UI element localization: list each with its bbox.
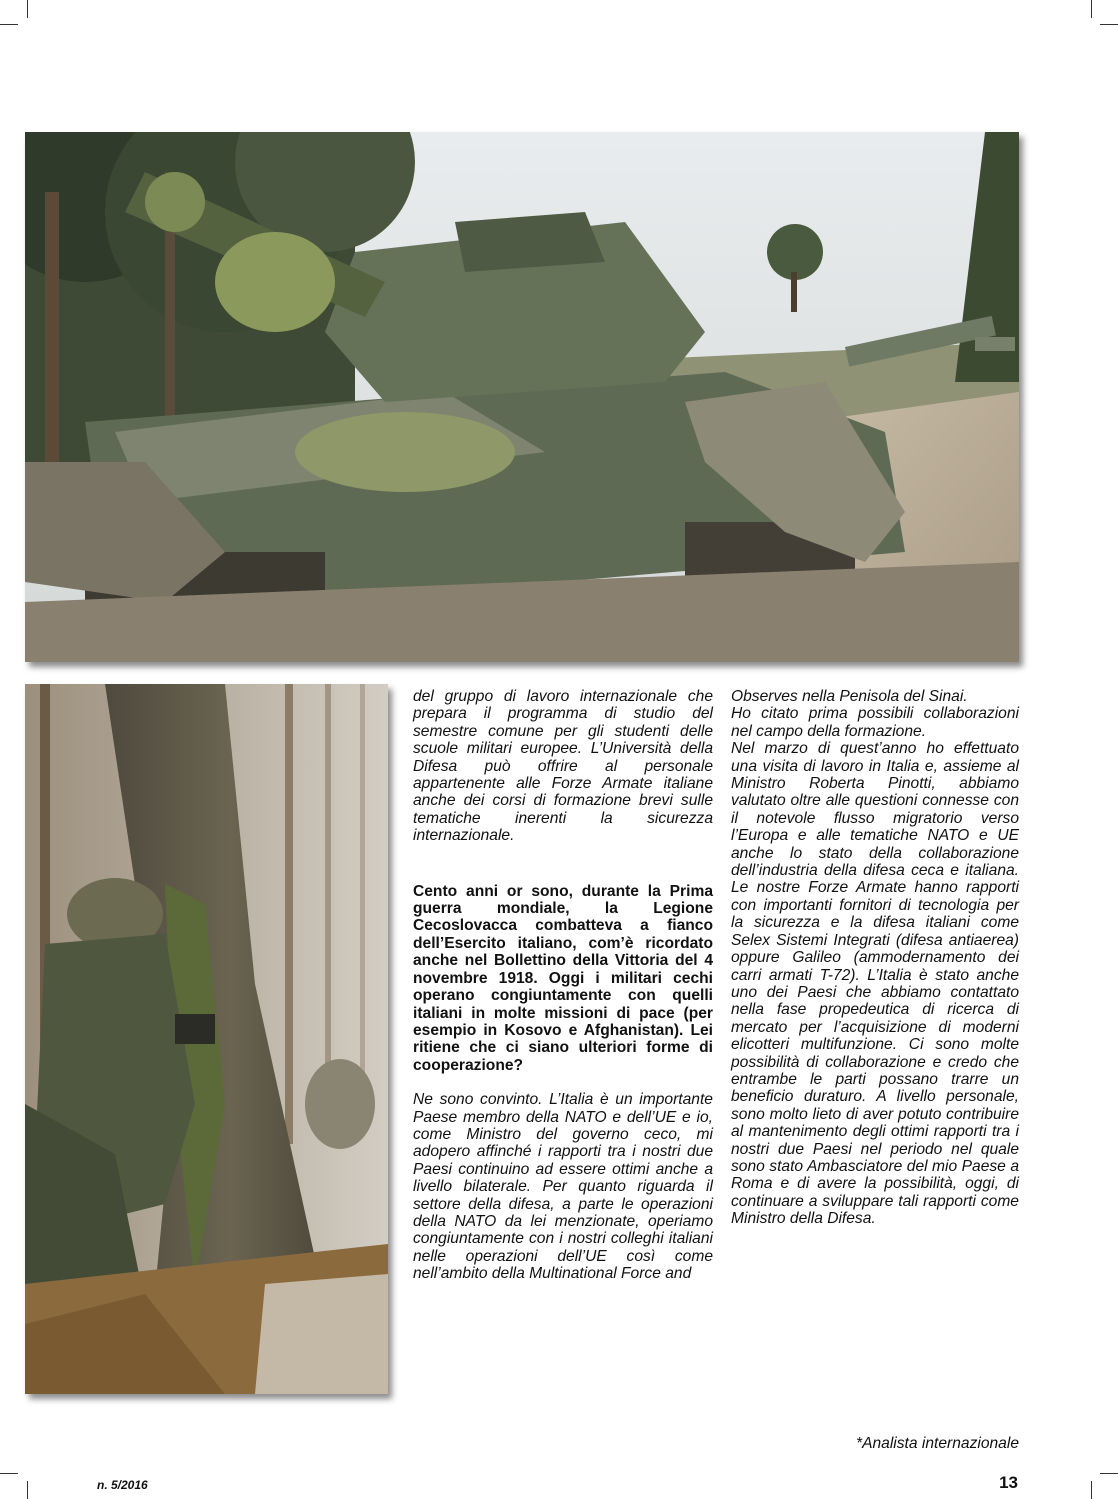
answer-paragraph-1: Observes nella Penisola del Sinai.	[731, 688, 968, 705]
article-column-1	[413, 688, 713, 1283]
crop-mark	[27, 1481, 28, 1499]
page-number: 13	[999, 1473, 1018, 1492]
answer-paragraph-3: Nel marzo di quest’anno ho effettuato una visita di lavoro in Italia e, assieme al Ministro Roberta Pinotti, abbiamo valutato oltre alle questioni connesse con il notevole flusso migratorio verso l’Europa e alle tematiche NATO e UE anche lo stato della collaborazione dell’industria della difesa ceca e italiana. Le nostre Forze Armate hanno rapporti con importanti fornitori di tecnologia per la sicurezza e la difesa italiani come Selex Sistemi Integrati (difesa antiaerea) oppure Galileo (ammodernamento dei carri armati T-72). L’Italia è stato anche uno dei Paesi che abbiamo contattato nella fase propedeutica di ricerca di mercato per l’acquisizione di moderni elicotteri multifunzione. Ci sono molte possibilità di collaborazione e credo che entrambe le parti possano trarre un beneficio duraturo. A livello personale, sono molto lieto di aver potuto contribuire al mantenimento degli ottimi rapporti tra i nostri due Paesi nel periodo nel quale sono stato Ambasciatore del mio Paese a Roma e di avere la possibilità, oggi, di continuare a sviluppare tali rapporti come Ministro della Difesa.	[731, 740, 1019, 1228]
crop-mark	[1100, 1473, 1118, 1474]
interview-question: Cento anni or sono, durante la Prima guerra mondiale, la Legione Cecoslovacca combatteva a fianco dell’Esercito italiano, com’è ricordato anche nel Bollettino della Vittoria del 4 novembre 1918. Oggi i militari cechi operano congiuntamente con quelli italiani in molte missioni di pace (per esempio in Kosovo e Afghanistan). Lei ritiene che ci siano ulteriori forme di cooperazione?	[413, 882, 713, 1074]
issue-number: n. 5/2016	[97, 1478, 148, 1492]
soldier-photo	[25, 684, 388, 1394]
crop-mark	[1091, 1481, 1092, 1499]
crop-mark	[27, 0, 28, 18]
intro-paragraph: del gruppo di lavoro internazionale che prepara il programma di studio del semestre comune per gli studenti delle scuole militari europee. L’Università della Difesa può offrire al personale appartenente alle Forze Armate italiane anche dei corsi di formazione brevi sulle tematiche inerenti la sicurezza internazionale.	[413, 688, 713, 845]
answer-paragraph-2: Ho citato prima possibili collaborazioni nel campo della formazione.	[731, 705, 1019, 740]
author-note: *Analista internazionale	[856, 1435, 1019, 1452]
crop-mark	[0, 24, 18, 25]
crop-mark	[1100, 24, 1118, 25]
article-column-2	[731, 688, 1019, 1228]
crop-mark	[0, 1473, 18, 1474]
crop-mark	[1091, 0, 1092, 18]
interview-answer: Ne sono convinto. L’Italia è un importante Paese membro della NATO e dell’UE e io, come Ministro del governo ceco, mi adopero affinché i rapporti tra i nostri due Paesi continuino ad essere ottimi anche a livello bilaterale. Per quanto riguarda il settore della difesa, a parte le operazioni della NATO da lei menzionate, operiamo congiuntamente con i nostri colleghi italiani nelle operazioni dell’UE così come nell’ambito della Multinational Force and	[413, 1091, 713, 1283]
tank-photo	[25, 132, 1019, 662]
